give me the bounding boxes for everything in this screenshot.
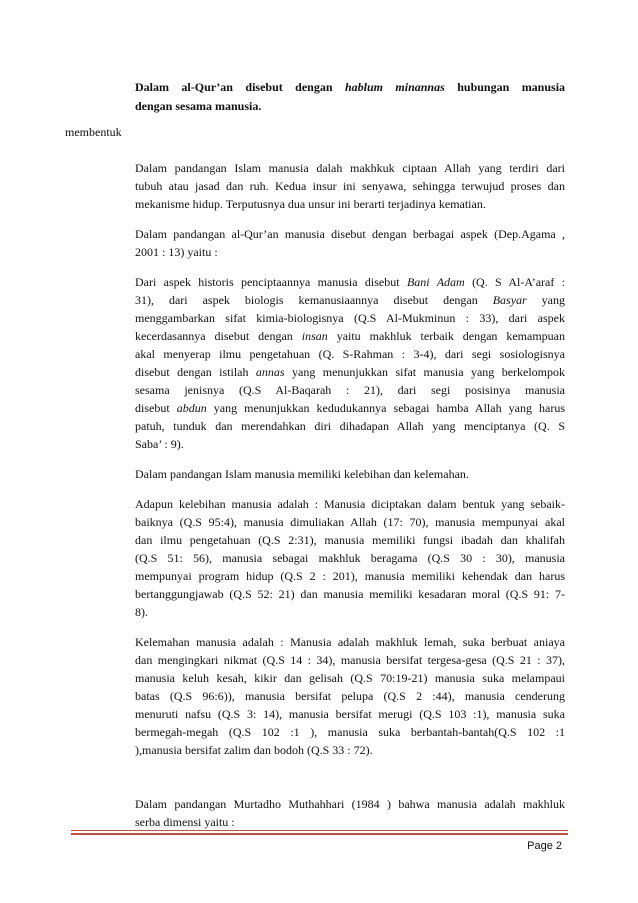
- p7-line-2: serba dimensi yaitu :: [135, 815, 235, 829]
- p1-line-2: tubuh atau jasad dan ruh. Kedua insur ini senyawa, sehingga terwujud proses dan: [135, 179, 565, 193]
- p2-line-2: 2001 : 13) yaitu :: [135, 245, 218, 259]
- p3-line-6: disebut dengan istilah annas yang menunjukkan sifat manusia yang berkelompok: [135, 365, 566, 379]
- p3-line-10: Saba’ : 9).: [135, 437, 184, 451]
- p3-line-2: 31), dari aspek biologis kemanusiaannya disebut dengan Basyar yang: [135, 293, 565, 307]
- p3-line-7: sesama jenisnya (Q.S Al-Baqarah : 21), dari segi posisinya manusia: [135, 383, 565, 397]
- p5-line-4: (Q.S 51: 56), manusia sebagai makhluk beragama (Q.S 30 : 30), manusia: [135, 551, 565, 565]
- p2-line-1: Dalam pandangan al-Qur’an manusia disebut dengan berbagai aspek (Dep.Agama ,: [135, 227, 565, 241]
- p3-line-5: akal menyerap ilmu pengetahuan (Q. S-Rahman : 3-4), dari segi sosiologisnya: [135, 347, 565, 361]
- footer-rule-thick: [71, 833, 568, 835]
- p4-line-1: Dalam pandangan Islam manusia memiliki kelebihan dan kelemahan.: [135, 467, 469, 481]
- p7-line-1: Dalam pandangan Murtadho Muthahhari (1984 ) bahwa manusia adalah makhluk: [135, 797, 565, 811]
- p1-line-3: mekanisme hidup. Terputusnya dua unsur ini berarti terjadinya kematian.: [135, 197, 486, 211]
- page-number: Page 2: [527, 840, 562, 852]
- p6-line-5: menuruti nafsu (Q.S 3: 14), manusia bersifat merugi (Q.S 103 :1), manusia suka: [135, 707, 565, 721]
- term-annas: annas: [255, 365, 285, 379]
- term-abdun: abdun: [176, 401, 207, 415]
- footer-rule-thin: [71, 830, 568, 831]
- term-basyar: Basyar: [492, 293, 527, 307]
- p5-line-3: dan ilmu pengetahuan (Q.S 2:31), manusia memiliki fungsi ibadah dan khalifah: [135, 533, 565, 547]
- p6-line-7: ),manusia bersifat zalim dan bodoh (Q.S 33 : 72).: [135, 743, 373, 757]
- p3-line-9: patuh, tunduk dan merendahkan diri dihadapan Allah yang menciptanya (Q. S: [135, 419, 565, 433]
- p1-line-1: Dalam pandangan Islam manusia dalah makhkuk ciptaan Allah yang terdiri dari: [135, 161, 565, 175]
- p5-line-7: 8).: [135, 605, 148, 619]
- p6-line-3: manusia keluh kesah, kikir dan gelisah (Q.S 70:19-21) manusia suka melampaui: [135, 671, 565, 685]
- term-hablum-minannas: hablum minannas: [344, 80, 445, 94]
- p3-line-3: menggambarkan sifat kimia-biologisnya (Q.S Al-Mukminun : 33), dari aspek: [135, 311, 565, 325]
- p6-line-6: bermegah-megah (Q.S 102 :1 ), manusia suka berbantah-bantah(Q.S 102 :1: [135, 725, 565, 739]
- p3-line-8: disebut abdun yang menunjukkan kedudukannya sebagai hamba Allah yang harus: [135, 401, 565, 415]
- p6-line-1: Kelemahan manusia adalah : Manusia adalah makhluk lemah, suka berbuat aniaya: [135, 635, 565, 649]
- term-insan: insan: [301, 329, 328, 343]
- heading-line-2: dengan sesama manusia.: [135, 99, 262, 113]
- side-word: membentuk: [65, 125, 122, 139]
- p3-line-1: Dari aspek historis penciptaannya manusia disebut Bani Adam (Q. S Al-A’araf :: [135, 275, 566, 289]
- heading-line-1: Dalam al-Qur’an disebut dengan hablum minannas hubungan manusia: [135, 80, 566, 94]
- p5-line-6: bertanggungjawab (Q.S 52: 21) dan manusia memiliki kesadaran moral (Q.S 91: 7-: [135, 587, 565, 601]
- term-bani-adam: Bani Adam: [406, 275, 465, 289]
- p5-line-5: mempunyai program hidup (Q.S 2 : 201), manusia memiliki kehendak dan harus: [135, 569, 565, 583]
- p6-line-4: batas (Q.S 96:6)), manusia bersifat pelupa (Q.S 2 :44), manusia cenderung: [135, 689, 565, 703]
- p5-line-2: baiknya (Q.S 95:4), manusia dimuliakan Allah (17: 70), manusia mempunyai akal: [135, 515, 565, 529]
- p3-line-4: kecerdasannya disebut dengan insan yaitu makhluk terbaik dengan kemampuan: [135, 329, 566, 343]
- p5-line-1: Adapun kelebihan manusia adalah : Manusia diciptakan dalam bentuk yang sebaik-: [135, 497, 565, 511]
- p6-line-2: dan mengingkari nikmat (Q.S 14 : 34), manusia bersifat tergesa-gesa (Q.S 21 : 37),: [135, 653, 565, 667]
